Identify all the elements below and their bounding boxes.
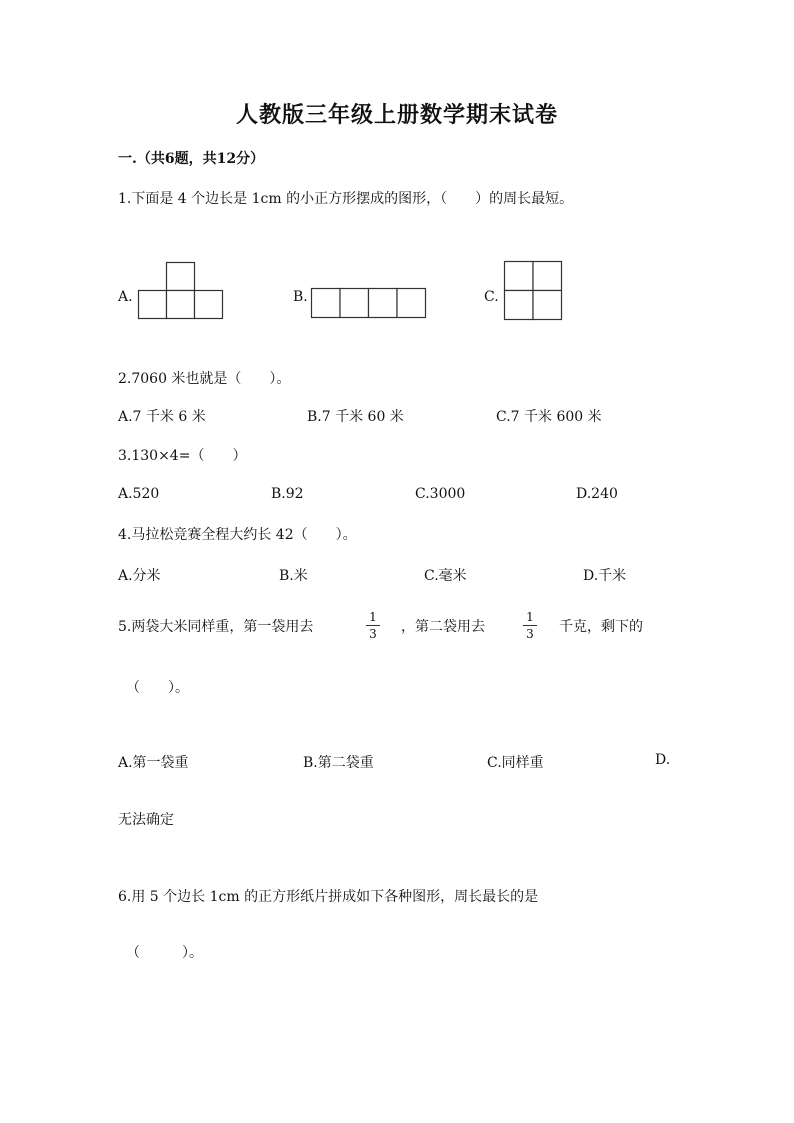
fraction-numerator: 1 xyxy=(369,610,377,624)
fraction-denominator: 3 xyxy=(526,627,534,641)
fraction-bar xyxy=(523,625,537,626)
q5-fraction-1 xyxy=(366,610,380,641)
question-5-text-part2: ，第二袋用去 xyxy=(401,619,485,635)
q5-fraction-2 xyxy=(523,610,537,641)
question-3-text: 3.130×4=（ ） xyxy=(118,448,247,464)
question-6-blank: （ ）。 xyxy=(126,945,203,961)
q1-figure-b xyxy=(309,286,429,322)
q2-option-a[interactable]: A.7 千米 6 米 xyxy=(118,409,206,425)
fraction-denominator: 3 xyxy=(369,627,377,641)
question-6-text: 6.用 5 个边长 1cm 的正方形纸片拼成如下各种图形，周长最长的是 xyxy=(118,889,539,905)
q1-figure-a xyxy=(136,260,228,324)
square xyxy=(167,291,195,319)
square xyxy=(369,289,398,318)
question-1-text: 1.下面是 4 个边长是 1cm 的小正方形摆成的图形，（ ）的周长最短。 xyxy=(118,191,574,207)
q4-option-b[interactable]: B.米 xyxy=(279,568,308,584)
page-title: 人教版三年级上册数学期末试卷 xyxy=(235,102,558,128)
q5-option-d[interactable]: D. xyxy=(655,752,671,768)
q3-option-d[interactable]: D.240 xyxy=(576,486,618,502)
q2-option-b[interactable]: B.7 千米 60 米 xyxy=(307,409,404,425)
q3-option-b[interactable]: B.92 xyxy=(271,486,304,502)
q5-option-a[interactable]: A.第一袋重 xyxy=(118,755,189,771)
square xyxy=(340,289,369,318)
square xyxy=(139,291,167,319)
q1-option-c-label[interactable]: C. xyxy=(484,289,499,305)
q1-option-b-label[interactable]: B. xyxy=(293,289,308,305)
q4-option-c[interactable]: C.毫米 xyxy=(424,568,467,584)
q5-option-d-continued: 无法确定 xyxy=(118,812,174,828)
q1-option-a-label[interactable]: A. xyxy=(118,289,133,305)
q5-option-c[interactable]: C.同样重 xyxy=(487,755,544,771)
square xyxy=(533,262,562,291)
q5-option-b[interactable]: B.第二袋重 xyxy=(303,755,374,771)
square xyxy=(397,289,426,318)
fraction-numerator: 1 xyxy=(526,610,534,624)
square xyxy=(505,291,534,320)
square xyxy=(505,262,534,291)
q4-option-a[interactable]: A.分米 xyxy=(118,568,161,584)
q1-figure-c xyxy=(502,259,566,323)
question-5-blank: （ ）。 xyxy=(126,680,189,696)
square xyxy=(167,263,195,291)
square xyxy=(195,291,223,319)
question-4-text: 4.马拉松竞赛全程大约长 42（ ）。 xyxy=(118,527,357,543)
q3-option-a[interactable]: A.520 xyxy=(118,486,160,502)
section-heading: 一.（共6题，共12分） xyxy=(118,151,265,167)
question-2-text: 2.7060 米也就是（ ）。 xyxy=(118,371,291,387)
question-5-text-part3: 千克，剩下的 xyxy=(559,619,643,635)
q2-option-c[interactable]: C.7 千米 600 米 xyxy=(496,409,602,425)
question-5-text-part1: 5.两袋大米同样重，第一袋用去 xyxy=(118,619,314,635)
fraction-bar xyxy=(366,625,380,626)
q3-option-c[interactable]: C.3000 xyxy=(415,486,466,502)
q4-option-d[interactable]: D.千米 xyxy=(583,568,627,584)
square xyxy=(533,291,562,320)
square xyxy=(312,289,341,318)
